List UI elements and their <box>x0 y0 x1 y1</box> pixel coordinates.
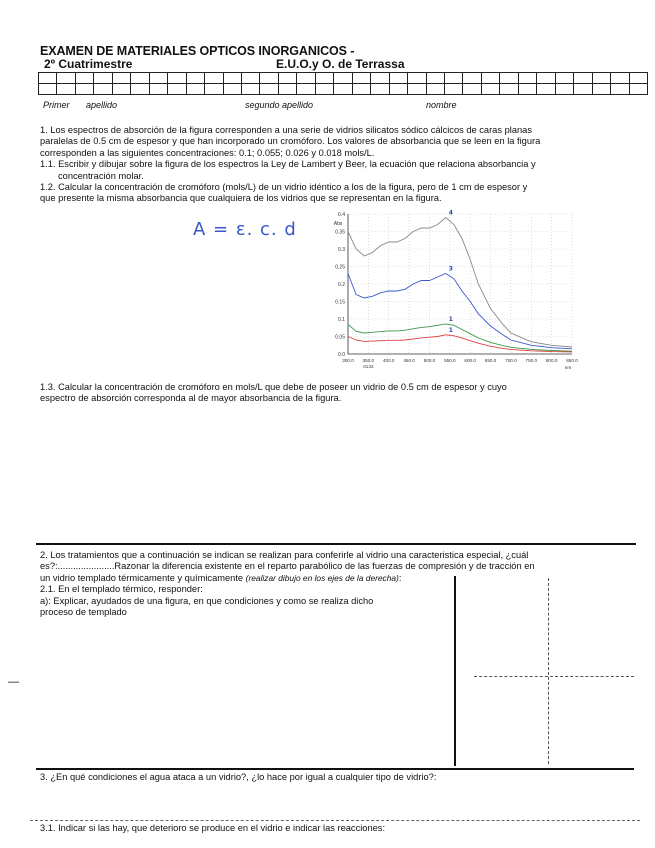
name-grid-cell[interactable] <box>500 73 518 84</box>
name-grid-cell[interactable] <box>518 84 536 95</box>
absorption-spectra-chart <box>318 208 580 378</box>
name-grid-cell[interactable] <box>186 84 204 95</box>
name-grid-cell[interactable] <box>537 84 555 95</box>
y-tick-label: 0.4 <box>338 212 345 218</box>
series-label: 1 <box>448 315 453 323</box>
semester-label: 2º Cuatrimestre <box>44 57 133 71</box>
x-tick-label: 650.0 <box>484 358 497 363</box>
q1-2-line: 1.2. Calcular la concentración de cromóforo (mols/L) de un vidrio idéntico a los de la figura, pero de 1 cm de espesor y <box>40 182 528 193</box>
series-label: 4 <box>448 209 453 217</box>
exam-title: EXAMEN DE MATERIALES OPTICOS INORGANICOS - <box>40 44 355 58</box>
name-grid-cell[interactable] <box>334 73 352 84</box>
section-divider <box>36 543 636 545</box>
name-grid-cell[interactable] <box>75 84 93 95</box>
label-surname2: segundo apellido <box>245 100 314 110</box>
q2-line: es?:......................Razonar la diferencia existente en el reparto parabólico de las fuerzas de compresión y de tracción en <box>40 561 535 572</box>
label-surname1: apellido <box>86 100 118 110</box>
y-tick-label: 0.3 <box>338 247 345 253</box>
q3-1-line: 3.1. Indicar si las hay, que deterioro se produce en el vidrio e indicar las reacciones: <box>40 823 386 833</box>
x-tick-label: 450.0 <box>403 358 415 363</box>
y-axis-label: Abs <box>333 221 343 227</box>
y-tick-label: 0.35 <box>335 229 345 236</box>
x-tick-label: 300.0 <box>342 358 354 363</box>
answer-box-divider <box>454 576 456 766</box>
name-grid-cell[interactable] <box>112 84 130 95</box>
name-grid-cell[interactable] <box>223 73 241 84</box>
name-grid-cell[interactable] <box>611 73 629 84</box>
name-grid-cell[interactable] <box>260 84 278 95</box>
name-grid-cell[interactable] <box>39 73 57 84</box>
name-grid-cell[interactable] <box>463 84 481 95</box>
name-grid-cell[interactable] <box>39 84 57 95</box>
y-tick-label: 0.15 <box>335 299 345 306</box>
name-grid-cell[interactable] <box>168 84 186 95</box>
name-grid-cell[interactable] <box>463 73 481 84</box>
name-grid-cell[interactable] <box>260 73 278 84</box>
name-grid-cell[interactable] <box>94 73 112 84</box>
x-tick-label: 350.0 <box>362 358 375 363</box>
name-grid-cell[interactable] <box>555 73 573 84</box>
y-tick-label: 0.05 <box>335 334 345 341</box>
name-grid-cell[interactable] <box>500 84 518 95</box>
x-tick-label: 500.0 <box>423 358 436 363</box>
name-grid-cell[interactable] <box>278 73 296 84</box>
q2-line: un vidrio templado térmicamente y químicamente (realizar dibujo en los ejes de la derecha): <box>40 572 402 583</box>
q1-3-line: espectro de absorción corresponda al de mayor absorbancia de la figura. <box>40 393 342 404</box>
y-tick-label: 0.25 <box>335 264 345 271</box>
drawing-axis-horizontal <box>474 676 634 677</box>
name-grid[interactable] <box>38 72 648 95</box>
name-grid-cell[interactable] <box>555 84 573 95</box>
name-grid-cell[interactable] <box>389 84 407 95</box>
q1-line: 1. Los espectros de absorción de la figura corresponden a una serie de vidrios silicatos sódico cálcicos de caras planas <box>40 125 532 135</box>
name-grid-cell[interactable] <box>574 84 592 95</box>
q1-2-line: que presente la misma absorbancia que cualquiera de los vidrios que se representan en la figura. <box>40 193 442 204</box>
handwritten-formula: A = ε. c. d <box>193 219 297 240</box>
name-grid-cell[interactable] <box>408 84 426 95</box>
x-tick-label: 400.0 <box>382 358 395 363</box>
name-grid-cell[interactable] <box>592 84 610 95</box>
y-tick-label: 0.2 <box>338 282 345 288</box>
name-grid-cell[interactable] <box>57 73 75 84</box>
series-line-1 <box>348 218 572 348</box>
name-grid-cell[interactable] <box>149 73 167 84</box>
x-axis-label: nm <box>564 365 572 370</box>
name-grid-cell[interactable] <box>371 84 389 95</box>
label-name: nombre <box>426 100 457 110</box>
name-grid-cell[interactable] <box>408 73 426 84</box>
x-tick-label: 850.0 <box>566 358 578 363</box>
name-grid-cell[interactable] <box>168 73 186 84</box>
name-grid-cell[interactable] <box>352 84 370 95</box>
name-grid-cell[interactable] <box>315 73 333 84</box>
name-grid-cell[interactable] <box>481 84 499 95</box>
margin-dash: — <box>8 676 19 688</box>
name-grid-cell[interactable] <box>297 73 315 84</box>
name-grid-cell[interactable] <box>223 84 241 95</box>
question-3 <box>40 772 640 783</box>
q1-line: paralelas de 0.5 cm de espesor y que han incorporado un cromóforo. Los valores de absorbancia que se leen en la figura <box>40 136 541 147</box>
drawing-axis-vertical <box>548 578 549 764</box>
section-divider <box>36 768 634 770</box>
name-grid-cell[interactable] <box>241 73 259 84</box>
y-tick-label: 0.0 <box>338 352 345 358</box>
x-tick-label: 800.0 <box>545 358 558 363</box>
x-tick-label: 750.0 <box>525 358 538 363</box>
q2-1-line: 2.1. En el templado térmico, responder: <box>40 584 203 595</box>
name-grid-cell[interactable] <box>518 73 536 84</box>
name-grid-cell[interactable] <box>389 73 407 84</box>
name-grid-cell[interactable] <box>186 73 204 84</box>
name-grid-cell[interactable] <box>94 84 112 95</box>
name-grid-cell[interactable] <box>205 84 223 95</box>
series-label: 1 <box>448 326 453 334</box>
school-label: E.U.O.y O. de Terrassa <box>276 57 405 71</box>
q1-1-line: concentración molar. <box>58 170 144 181</box>
name-grid-cell[interactable] <box>149 84 167 95</box>
dashed-separator <box>30 820 640 821</box>
name-grid-cell[interactable] <box>278 84 296 95</box>
q2-a-line: a): Explicar, ayudados de una figura, en que condiciones y como se realiza dicho <box>40 595 374 606</box>
name-grid-cell[interactable] <box>131 84 149 95</box>
name-grid-cell[interactable] <box>241 84 259 95</box>
q2-line: 2. Los tratamientos que a continuación se indican se realizan para conferirle al vidrio una caracteristica especial, ¿cuál <box>40 550 529 560</box>
name-grid-cell[interactable] <box>297 84 315 95</box>
name-grid-cell[interactable] <box>481 73 499 84</box>
name-grid-cell[interactable] <box>352 73 370 84</box>
x-tick-label: 550.0 <box>444 358 456 363</box>
q1-line: corresponden a las siguientes concentraciones: 0.1; 0.055; 0.026 y 0.018 mols/L. <box>40 147 375 158</box>
name-grid-cell[interactable] <box>629 73 648 84</box>
name-grid-cell[interactable] <box>444 73 462 84</box>
name-grid-cell[interactable] <box>537 73 555 84</box>
q2-a-line: proceso de templado <box>40 607 127 618</box>
name-grid-cell[interactable] <box>574 73 592 84</box>
name-grid-cell[interactable] <box>592 73 610 84</box>
q1-1-line: 1.1. Escribir y dibujar sobre la figura de los espectros la Ley de Lambert y Beer, la ecuación que relaciona absorbancia y <box>40 159 536 170</box>
name-grid-cell[interactable] <box>371 73 389 84</box>
q3-line: 3. ¿En qué condiciones el agua ataca a un vidrio?, ¿lo hace por igual a cualquier tipo de vidrio?: <box>40 772 437 782</box>
name-grid-cell[interactable] <box>426 84 444 95</box>
name-grid-cell[interactable] <box>75 73 93 84</box>
label-first: Primer <box>43 100 70 110</box>
name-grid-cell[interactable] <box>611 84 629 95</box>
question-2 <box>40 550 640 618</box>
name-grid-cell[interactable] <box>131 73 149 84</box>
name-grid-cell[interactable] <box>444 84 462 95</box>
name-grid-cell[interactable] <box>426 73 444 84</box>
name-grid-cell[interactable] <box>205 73 223 84</box>
question-1 <box>40 125 620 205</box>
q1-3-line: 1.3. Calcular la concentración de cromóforo en mols/L que debe de poseer un vidrio de 0.5 cm de espesor y cuyo <box>40 382 507 392</box>
name-grid-cell[interactable] <box>334 84 352 95</box>
name-grid-cell[interactable] <box>315 84 333 95</box>
name-grid-cell[interactable] <box>629 84 648 95</box>
y-tick-label: 0.1 <box>338 317 345 323</box>
question-1-3 <box>40 382 620 405</box>
name-grid-cell[interactable] <box>57 84 75 95</box>
question-3-1 <box>40 823 640 834</box>
x-axis-sublabel: 0133 <box>363 364 374 369</box>
x-tick-label: 700.0 <box>505 358 517 363</box>
name-grid-cell[interactable] <box>112 73 130 84</box>
series-label: 3 <box>448 265 453 273</box>
x-tick-label: 600.0 <box>464 358 476 363</box>
